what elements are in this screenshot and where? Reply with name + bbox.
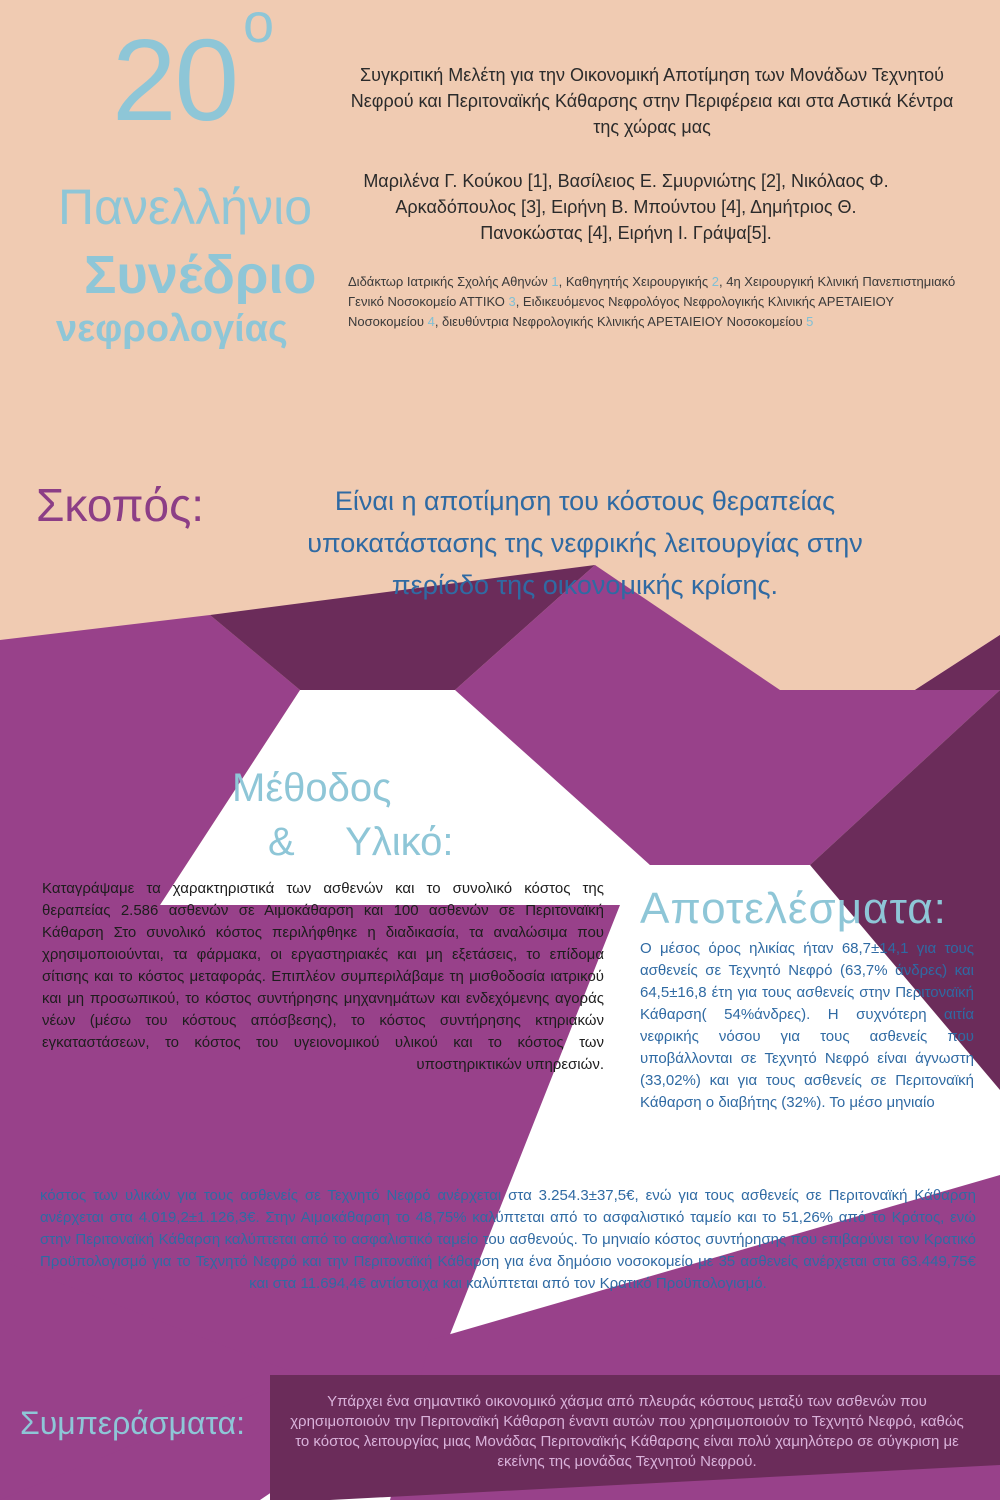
logo-line-panhellenic: Πανελλήνιο: [58, 179, 313, 235]
logo-line-congress: Συνέδριο: [84, 245, 317, 305]
methods-heading-line2: & Υλικό:: [268, 820, 454, 864]
conclusions-text: Υπάρχει ένα σημαντικό οικονομικό χάσμα από πλευράς κόστους μεταξύ των ασθενών που χρησιμοποιούν την Περιτοναϊκή Κάθαρση έναντι αυτών που χρησιμοποιούν το Τεχνητό Νεφρό, καθώς το κόστος λειτουργίας μιας Μονάδας Περιτοναϊκής Κάθαρσης είναι πολύ χαμηλότερο σε σύγκριση με εκείνης της μονάδας Τεχνητού Νεφρού.: [290, 1393, 964, 1470]
authors: Μαριλένα Γ. Κούκου [1], Βασίλειος Ε. Σμυρνιώτης [2], Νικόλαος Φ. Αρκαδόπουλος [3], Ειρήνη Β. Μπούντου [4], Δημήτριος Θ. Πανοκώστας [4], Ειρήνη Ι. Γράψα[5].: [363, 171, 889, 243]
affiliation-text: , διευθύντρια Νεφρολογικής Κλινικής ΑΡΕΤΑΙΕΙΟΥ Νοσοκομείου: [434, 314, 807, 329]
aim-heading: Σκοπός:: [36, 479, 205, 531]
affiliation-text: , Καθηγητής Χειρουργικής: [558, 274, 712, 289]
results-text-full: κόστος των υλικών για τους ασθενείς σε Τεχνητό Νεφρό ανέρχεται στα 3.254.3±37,5€, ενώ για τους ασθενείς σε Περιτοναϊκή Κάθαρση ανέρχεται στα 4.019,2±1.126,3€. Στην Αιμοκάθαρση το 48,75% καλύπτεται από το ασφαλιστικό ταμείο και το 51,26% από το Κράτος, ενώ στην Περιτοναϊκή Κάθαρση καλύπτεται από το ασφαλιστικό ταμείο του ασθενούς. Το μηνιαίο κόστος συντήρησης που επιβαρύνει τον Κρατικό Προϋπολογισμό για το Τεχνητό Νεφρό και την Περιτοναϊκή Κάθαρση για ένα δημόσιο νοσοκομείο με 35 ασθενείς ανέρχεται στα 63.449,75€ και στα 11.694,4€ αντίστοιχα και καλύπτεται από τον Κρατικό Προϋπολογισμό.: [40, 1187, 976, 1292]
methods-heading-line1: Μέθοδος: [232, 766, 392, 810]
results-text-column: Ο μέσος όρος ηλικίας ήταν 68,7±14,1 για τους ασθενείς σε Τεχνητό Νεφρό (63,7% άνδρες) και 64,5±16,8 έτη για τους ασθενείς στην Περιτοναϊκή Κάθαρση( 54%άνδρες). Η συχνότερη αιτία νεφρικής νόσου για τους ασθενείς που υποβάλλονται σε Τεχνητό Νεφρό είναι άγνωστη (33,02%) και για τους ασθενείς σε Περιτοναϊκή Κάθαρση ο διαβήτης (32%). Το μέσο μηνιαίο: [640, 940, 974, 1111]
conference-number: [112, 0, 273, 145]
affiliation-text: Διδάκτωρ Ιατρικής Σχολής Αθηνών: [348, 274, 552, 289]
affiliation-number: 2: [711, 274, 720, 289]
affiliation-number: 1: [551, 274, 559, 289]
methods-text: Καταγράψαμε τα χαρακτηριστικά των ασθενών και το συνολικό κόστος της θεραπείας 2.586 ασθενών σε Αιμοκάθαρση και 100 ασθενών σε Περιτοναϊκή Κάθαρση Στο συνολικό κόστος περιλήφθηκε η διαδικασία, τα αναλώσιμα που χρησιμοποιούνται, τα φάρμακα, οι εργαστηριακές και μη εξετάσεις, το επίδομα σίτισης και το κόστος μεταφοράς. Επιπλέον συμπεριλάβαμε τη μισθοδοσία ιατρικού και μη προσωπικού, το κόστος συντήρησης μηχανημάτων και ενδεχόμενης αγοράς νέων (μέσω του κόστους απόσβεσης), το κόστος συντήρησης κτηριακών εγκαταστάσεων, το κόστος του υγειονομικού υλικού και το κόστος των υποστηρικτικών υπηρεσιών.: [42, 880, 604, 1073]
results-heading: Αποτελέσματα:: [640, 884, 947, 933]
affiliations: [348, 272, 960, 332]
poster-title: Συγκριτική Μελέτη για την Οικονομική Αποτίμηση των Μονάδων Τεχνητού Νεφρού και Περιτοναϊκής Κάθαρσης στην Περιφέρεια και στα Αστικά Κέντρα της χώρας μας: [350, 65, 954, 137]
affiliation-number: 5: [806, 314, 814, 329]
logo-line-nephrology: νεφρολογίας: [56, 308, 288, 350]
affiliation-text: , Ειδικευόμενος Νεφρολόγος Νεφρολογικής Κλινικής ΑΡΕΤΑΙΕΙΟΥ Νοσοκομείου: [348, 294, 894, 329]
affiliation-text: , 4η Χειρουργική Κλινική Πανεπιστημιακό Γενικό Νοσοκομείο ΑΤΤΙΚΟ: [348, 274, 956, 309]
conference-number-value: 20: [112, 15, 238, 145]
conclusions-heading: Συμπεράσματα:: [20, 1405, 246, 1441]
aim-text: Είναι η αποτίμηση του κόστους θεραπείας υποκατάστασης της νεφρικής λειτουργίας στην περίοδο της οικονομικής κρίσης.: [307, 486, 863, 600]
ordinal-mark: ο: [243, 0, 273, 55]
affiliation-number: 3: [508, 294, 516, 309]
affiliation-number: 4: [427, 314, 435, 329]
